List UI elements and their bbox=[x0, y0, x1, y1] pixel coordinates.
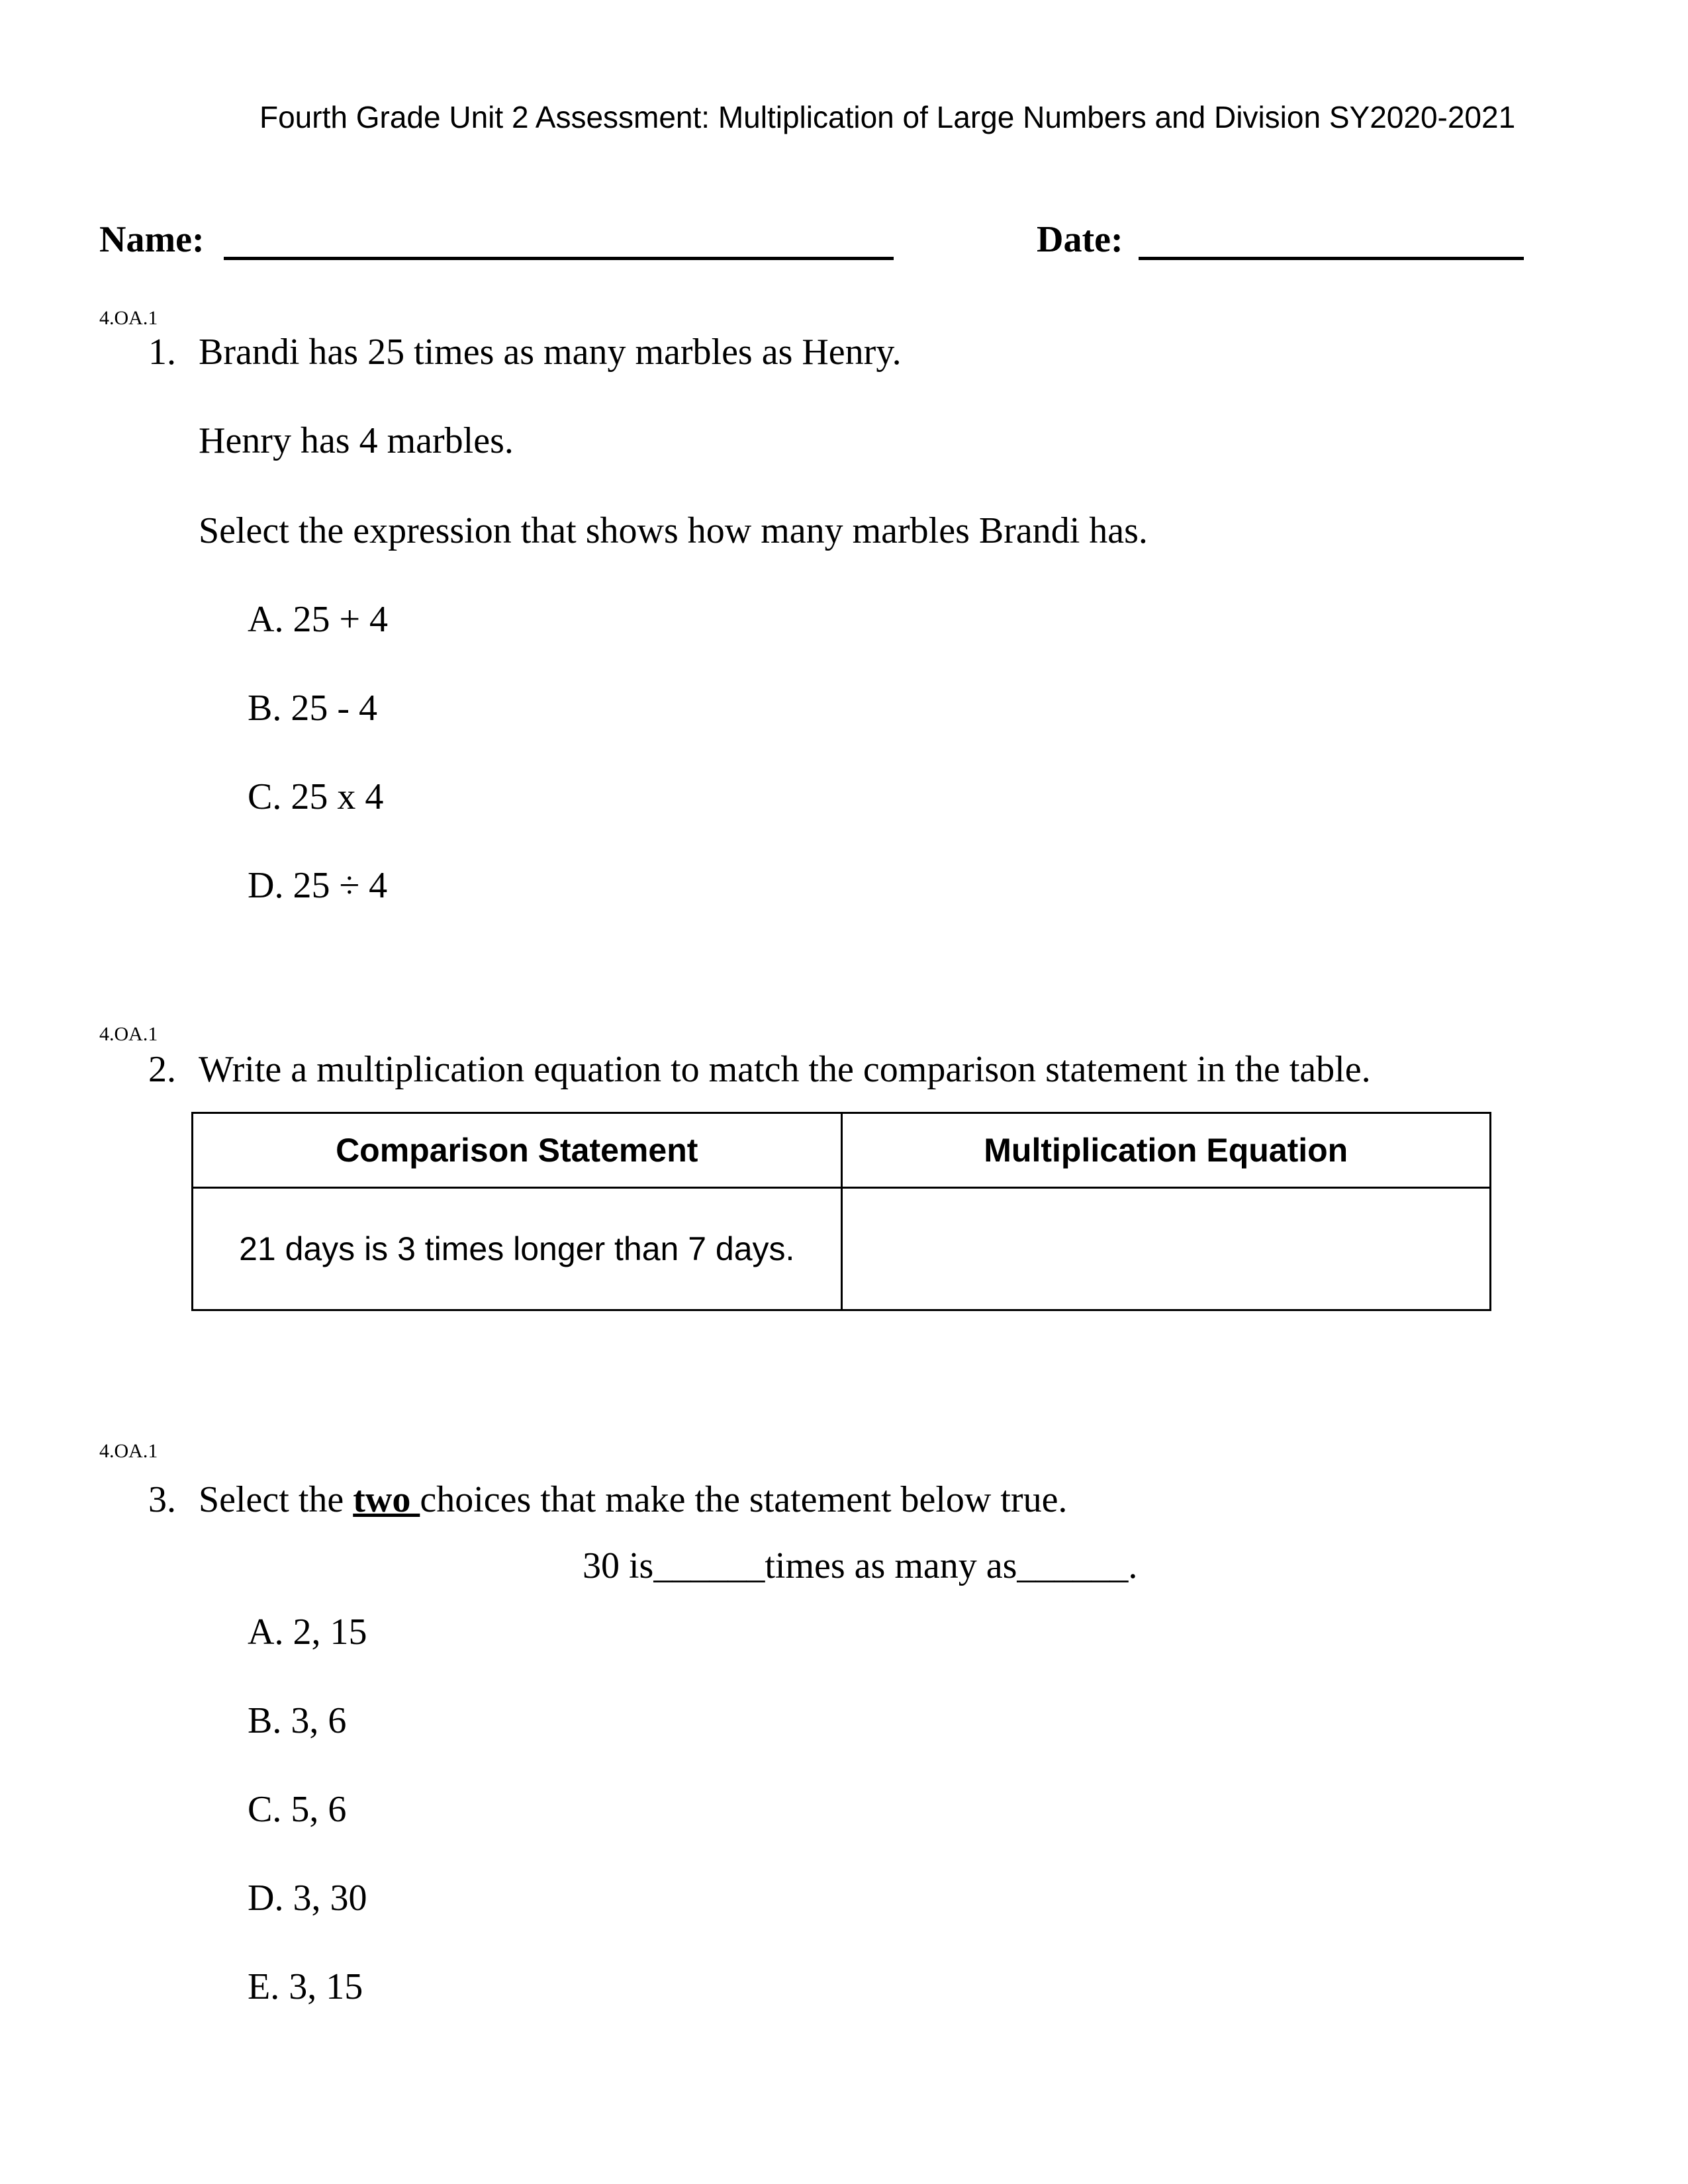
standard-code: 4.OA.1 bbox=[99, 1023, 158, 1045]
name-label: Name: bbox=[99, 219, 205, 260]
name-field[interactable] bbox=[224, 257, 894, 260]
answer-choice[interactable]: A. 2, 15 bbox=[248, 1612, 367, 1653]
date-field[interactable] bbox=[1139, 257, 1524, 260]
question-text: Henry has 4 marbles. bbox=[199, 420, 514, 461]
answer-choice[interactable]: B. 25 - 4 bbox=[248, 688, 377, 729]
standard-code: 4.OA.1 bbox=[99, 1440, 158, 1462]
question-text: Write a multiplication equation to match the comparison statement in the table. bbox=[199, 1049, 1371, 1090]
question-number: 2. bbox=[148, 1049, 176, 1090]
table-header: Comparison Statement bbox=[193, 1113, 842, 1188]
answer-choice[interactable]: A. 25 + 4 bbox=[248, 599, 389, 640]
table-header: Multiplication Equation bbox=[841, 1113, 1491, 1188]
table-row bbox=[193, 1188, 1491, 1310]
answer-choice[interactable]: E. 3, 15 bbox=[248, 1966, 363, 2007]
answer-choice[interactable]: D. 25 ÷ 4 bbox=[248, 865, 388, 906]
prompt-part: choices that make the statement below true. bbox=[420, 1479, 1068, 1520]
date-label: Date: bbox=[1037, 219, 1123, 260]
equation-answer-cell[interactable] bbox=[841, 1188, 1491, 1310]
answer-choice[interactable]: B. 3, 6 bbox=[248, 1700, 347, 1741]
question-text: Brandi has 25 times as many marbles as Henry. bbox=[199, 332, 902, 373]
answer-choice[interactable]: C. 25 x 4 bbox=[248, 776, 384, 817]
comparison-table bbox=[191, 1112, 1491, 1311]
prompt-emphasis: two bbox=[353, 1479, 420, 1520]
statement-text: 30 is______times as many as______. bbox=[583, 1545, 1138, 1586]
prompt-part: Select the bbox=[199, 1479, 353, 1520]
page-header-title: Fourth Grade Unit 2 Assessment: Multiplication of Large Numbers and Division SY2020-2021 bbox=[259, 100, 1516, 134]
standard-code: 4.OA.1 bbox=[99, 307, 158, 329]
question-number: 3. bbox=[148, 1479, 176, 1520]
question-text bbox=[199, 1479, 1067, 1521]
answer-choice[interactable]: C. 5, 6 bbox=[248, 1789, 347, 1830]
question-number: 1. bbox=[148, 332, 176, 373]
answer-choice[interactable]: D. 3, 30 bbox=[248, 1878, 367, 1919]
question-text: Select the expression that shows how many marbles Brandi has. bbox=[199, 510, 1148, 551]
table-cell: 21 days is 3 times longer than 7 days. bbox=[193, 1188, 842, 1310]
